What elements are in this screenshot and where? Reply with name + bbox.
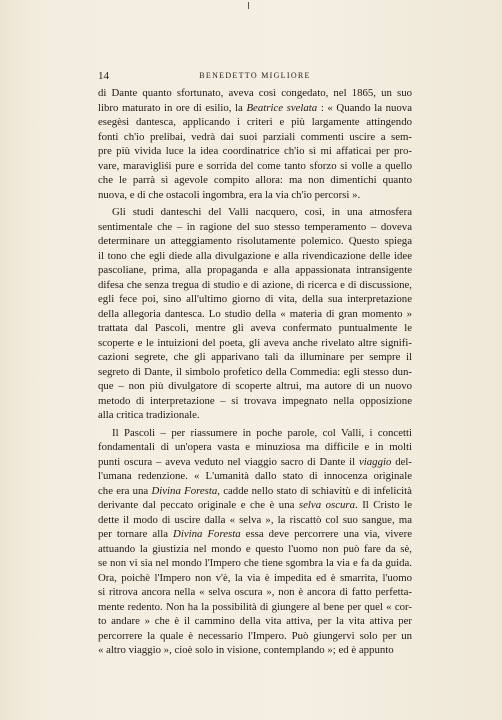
text-line: segreto di Dante, il simbolo profetico della Commedia: egli stesso dun- bbox=[98, 365, 412, 378]
italic-text: selva oscura bbox=[298, 499, 355, 511]
text-line: se non vi sia nel mondo l'Impero che tiene sgombra la via e fa da guida. bbox=[98, 557, 412, 569]
text-segment: per tornare alla bbox=[98, 528, 174, 540]
text-line: fonti ch'io prelibai, vedrà dai suoi parziali commenti uscire a sem- bbox=[98, 130, 412, 143]
text-line: metodo di interpretazione – si trovava impegnato nella opposizione bbox=[98, 394, 412, 407]
text-line: l'umana redenzione. « L'umanità dallo stato di innocenza originale bbox=[98, 470, 412, 482]
text-line: alla critica tradizionale. bbox=[98, 409, 200, 421]
italic-text: Beatrice svelata bbox=[246, 101, 318, 114]
text-line: difesa che senza tregua di studio e di azione, di ricerca e di discussione, bbox=[98, 278, 412, 291]
text-line: que – non più divulgatore di scoperte altrui, ma autore di un nuovo bbox=[98, 380, 412, 392]
text-line: sentimentale che – in ragione del suo stesso temperamento – doveva bbox=[98, 220, 412, 233]
text-line: « altro viaggio », cioè solo in visione, contemplando »; ed è appunto bbox=[98, 644, 394, 656]
text-line: si ritrova ancora nella « selva oscura », non è ancora di fatto perfetta- bbox=[98, 586, 412, 598]
text-line bbox=[98, 101, 412, 116]
text-line bbox=[98, 484, 412, 499]
text-segment: del- bbox=[391, 455, 412, 468]
body-text bbox=[98, 86, 412, 658]
text-line: fondamentali di un'opera vasta e minuziosa ma difficile e in molti bbox=[98, 441, 412, 453]
text-line bbox=[98, 455, 412, 470]
text-line: cazioni segrete, che gli apparivano tali da illuminare per sempre il bbox=[98, 351, 412, 363]
page-mark bbox=[248, 2, 249, 9]
text-line: nuova, e di che ostacoli ingombra, era la via ch'io percorsi ». bbox=[98, 188, 361, 201]
text-line: di Dante quanto sfortunato, aveva così congedato, nel 1865, un suo bbox=[98, 87, 412, 99]
text-line: to andare » che è il cammino della vita attiva, per la vita attiva per bbox=[98, 615, 412, 627]
text-line bbox=[98, 527, 412, 542]
text-line: della allegoria dantesca. Lo studio della « materia di gran momento » bbox=[98, 307, 412, 320]
text-line: Il Pascoli – per riassumere in poche parole, col Valli, i concetti bbox=[112, 426, 412, 439]
text-line: Gli studi danteschi del Valli nacquero, così, in una atmosfera bbox=[112, 206, 412, 218]
text-line: percorrere la quale è necessario l'Impero. Può giungervi solo per un bbox=[98, 629, 412, 642]
text-line: che le parrà sì agevole compito allora: ma non dimentichi quanto bbox=[98, 174, 412, 186]
text-line: pascoliane, prima, alla propaganda e alla appassionata intransigente bbox=[98, 264, 412, 276]
text-segment: punti oscura – aveva veduto nel viaggio sacro di Dante il bbox=[98, 455, 359, 468]
text-segment: derivante dal peccato originale e che è una bbox=[98, 499, 299, 511]
text-line: esegèsi dantesca, applicando i criteri e più largamente attingendo bbox=[98, 116, 412, 128]
text-line: pre più vivida luce la idea coordinatrice ch'io sì mi affaticai per pro- bbox=[98, 145, 412, 157]
text-line: scoperte e le intuizioni del poeta, gli aveva anche rivelato altre signifi- bbox=[98, 336, 412, 349]
text-line: trattata dal Pascoli, mentre gli aveva confermato puntualmente le bbox=[98, 322, 412, 334]
text-segment: essa deve percorrere una via, vivere bbox=[240, 528, 412, 540]
text-line: il tono che egli diede alla divulgazione e alla rivendicazione delle idee bbox=[98, 249, 412, 262]
italic-text: Divina Foresta bbox=[151, 484, 218, 497]
italic-text: Divina Foresta bbox=[173, 528, 241, 540]
text-line: dette il modo di uscire dalla « selva », la riscattò col suo sangue, ma bbox=[98, 513, 412, 526]
text-segment: : « Quando la nuova bbox=[317, 101, 412, 114]
text-line: Ora, poichè l'Impero non v'è, la via è impedita ed è smarrita, l'uomo bbox=[98, 571, 412, 584]
running-head: BENEDETTO MIGLIORE bbox=[199, 71, 311, 80]
italic-text: viaggio bbox=[358, 455, 392, 468]
text-segment: che era una bbox=[98, 484, 152, 497]
text-segment: libro maturato in ore di esilio, la bbox=[98, 101, 247, 114]
text-line: vare, maravigliśi pure e sorrida del come tanto sforzo si volle a quello bbox=[98, 159, 412, 172]
page-number: 14 bbox=[98, 70, 109, 82]
text-line bbox=[98, 498, 412, 513]
text-segment: , cadde nello stato di schiavitù e di infelicità bbox=[217, 484, 412, 497]
text-segment: . Il Cristo le bbox=[355, 499, 412, 511]
text-line: mente redento. Non ha la possibilità di giungere al bene per quel « cor- bbox=[98, 600, 412, 613]
text-line: attuando la giustizia nel mondo e questo l'uomo non può fare da sè, bbox=[98, 542, 412, 555]
text-line: egli fece poi, sino all'ultimo giorno di vita, della sua interpretazione bbox=[98, 293, 412, 305]
page-header bbox=[98, 70, 412, 84]
text-line: determinare un atteggiamento risolutamente polemico. Questo spiega bbox=[98, 235, 412, 247]
